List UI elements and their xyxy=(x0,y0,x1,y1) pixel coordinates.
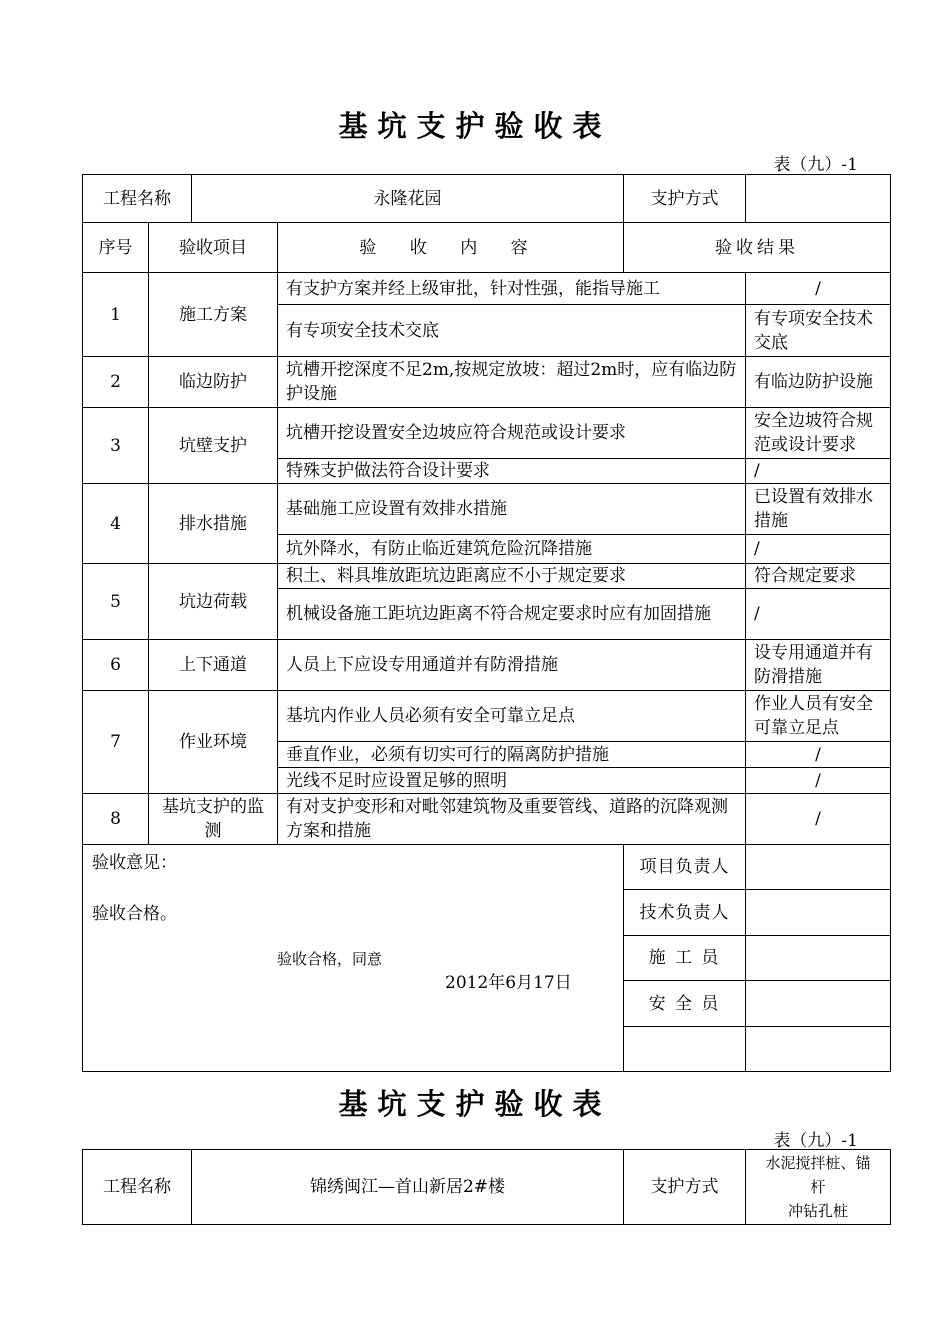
header-result: 验收结果 xyxy=(624,223,891,273)
project-name-label: 工程名称 xyxy=(83,1150,192,1225)
support-method-label: 支护方式 xyxy=(624,175,746,223)
table-row xyxy=(83,273,891,305)
row-content: 垂直作业，必须有切实可行的隔离防护措施 xyxy=(278,742,746,768)
signature-field xyxy=(746,845,891,890)
signature-role: 安 全 员 xyxy=(624,981,746,1027)
row-content: 特殊支护做法符合设计要求 xyxy=(278,459,746,484)
signature-field xyxy=(746,936,891,981)
form-title: 基坑支护验收表 xyxy=(338,1087,612,1121)
row-result: / xyxy=(746,273,891,305)
support-method-value xyxy=(746,175,891,223)
row-item: 基坑支护的监测 xyxy=(149,794,278,845)
signature-field xyxy=(746,890,891,936)
opinion-text: 验收合格。 xyxy=(92,904,177,924)
project-name-label: 工程名称 xyxy=(83,175,192,223)
row-result: / xyxy=(746,535,891,564)
row-seq: 3 xyxy=(83,408,149,484)
acceptance-opinion xyxy=(83,845,624,1072)
form-title: 基坑支护验收表 xyxy=(338,109,612,143)
row-content: 坑槽开挖设置安全边坡应符合规范或设计要求 xyxy=(278,408,746,459)
table-row xyxy=(83,357,891,408)
inspection-table-2 xyxy=(82,1149,891,1225)
row-result: / xyxy=(746,742,891,768)
row-item: 排水措施 xyxy=(149,484,278,564)
row-result: 有临边防护设施 xyxy=(746,357,891,408)
row-seq: 8 xyxy=(83,794,149,845)
row-result: 作业人员有安全可靠立足点 xyxy=(746,691,891,742)
row-result: / xyxy=(746,768,891,794)
row-content: 坑外降水，有防止临近建筑危险沉降措施 xyxy=(278,535,746,564)
support-method-label: 支护方式 xyxy=(624,1150,746,1225)
row-content: 有专项安全技术交底 xyxy=(278,305,746,357)
inspection-table xyxy=(82,174,891,1072)
row-item: 上下通道 xyxy=(149,640,278,691)
row-item: 临边防护 xyxy=(149,357,278,408)
row-content: 积土、料具堆放距坑边距离应不小于规定要求 xyxy=(278,564,746,589)
row-content: 有支护方案并经上级审批，针对性强，能指导施工 xyxy=(278,273,746,305)
signature-role: 项目负责人 xyxy=(624,845,746,890)
project-name-value: 锦绣闽江—首山新居2#楼 xyxy=(192,1150,624,1225)
support-method-line: 冲钻孔桩 xyxy=(787,1202,848,1220)
opinion-note: 验收合格，同意 xyxy=(277,950,383,968)
row-seq: 7 xyxy=(83,691,149,794)
row-result: 安全边坡符合规范或设计要求 xyxy=(746,408,891,459)
signature-role xyxy=(624,1027,746,1072)
row-seq: 6 xyxy=(83,640,149,691)
row-result: / xyxy=(746,589,891,640)
row-seq: 4 xyxy=(83,484,149,564)
table-number: 表（九）-1 xyxy=(773,1131,858,1151)
header-item: 验收项目 xyxy=(149,223,278,273)
row-seq: 1 xyxy=(83,273,149,357)
row-seq: 5 xyxy=(83,564,149,640)
table-number: 表（九）-1 xyxy=(773,155,858,175)
row-content: 基坑内作业人员必须有安全可靠立足点 xyxy=(278,691,746,742)
signature-field xyxy=(746,981,891,1027)
row-content: 光线不足时应设置足够的照明 xyxy=(278,768,746,794)
row-content: 机械设备施工距坑边距离不符合规定要求时应有加固措施 xyxy=(278,589,746,640)
opinion-date: 2012年6月17日 xyxy=(445,973,572,993)
support-method-line: 杆 xyxy=(810,1178,826,1196)
table-row xyxy=(83,691,891,742)
table-row xyxy=(83,640,891,691)
row-content: 基础施工应设置有效排水措施 xyxy=(278,484,746,535)
signature-field xyxy=(746,1027,891,1072)
project-name-value: 永隆花园 xyxy=(192,175,624,223)
opinion-label: 验收意见： xyxy=(92,853,177,873)
row-result: 有专项安全技术交底 xyxy=(746,305,891,357)
row-result: 符合规定要求 xyxy=(746,564,891,589)
support-method-line: 水泥搅拌桩、锚 xyxy=(765,1154,871,1172)
table-row xyxy=(83,564,891,589)
row-seq: 2 xyxy=(83,357,149,408)
row-result: / xyxy=(746,794,891,845)
row-content: 人员上下应设专用通道并有防滑措施 xyxy=(278,640,746,691)
table-row xyxy=(83,408,891,459)
signature-role: 施 工 员 xyxy=(624,936,746,981)
row-content: 坑槽开挖深度不足2m,按规定放坡：超过2m时，应有临边防护设施 xyxy=(278,357,746,408)
signature-role: 技术负责人 xyxy=(624,890,746,936)
table-row xyxy=(83,484,891,535)
row-item: 坑壁支护 xyxy=(149,408,278,484)
row-content: 有对支护变形和对毗邻建筑物及重要管线、道路的沉降观测方案和措施 xyxy=(278,794,746,845)
row-item: 施工方案 xyxy=(149,273,278,357)
header-content: 验 收 内 容 xyxy=(278,223,624,273)
row-result: / xyxy=(746,459,891,484)
table-row xyxy=(83,794,891,845)
support-method-value xyxy=(746,1150,891,1225)
header-seq: 序号 xyxy=(83,223,149,273)
row-result: 设专用通道并有防滑措施 xyxy=(746,640,891,691)
row-item: 作业环境 xyxy=(149,691,278,794)
row-item: 坑边荷载 xyxy=(149,564,278,640)
row-result: 已设置有效排水措施 xyxy=(746,484,891,535)
